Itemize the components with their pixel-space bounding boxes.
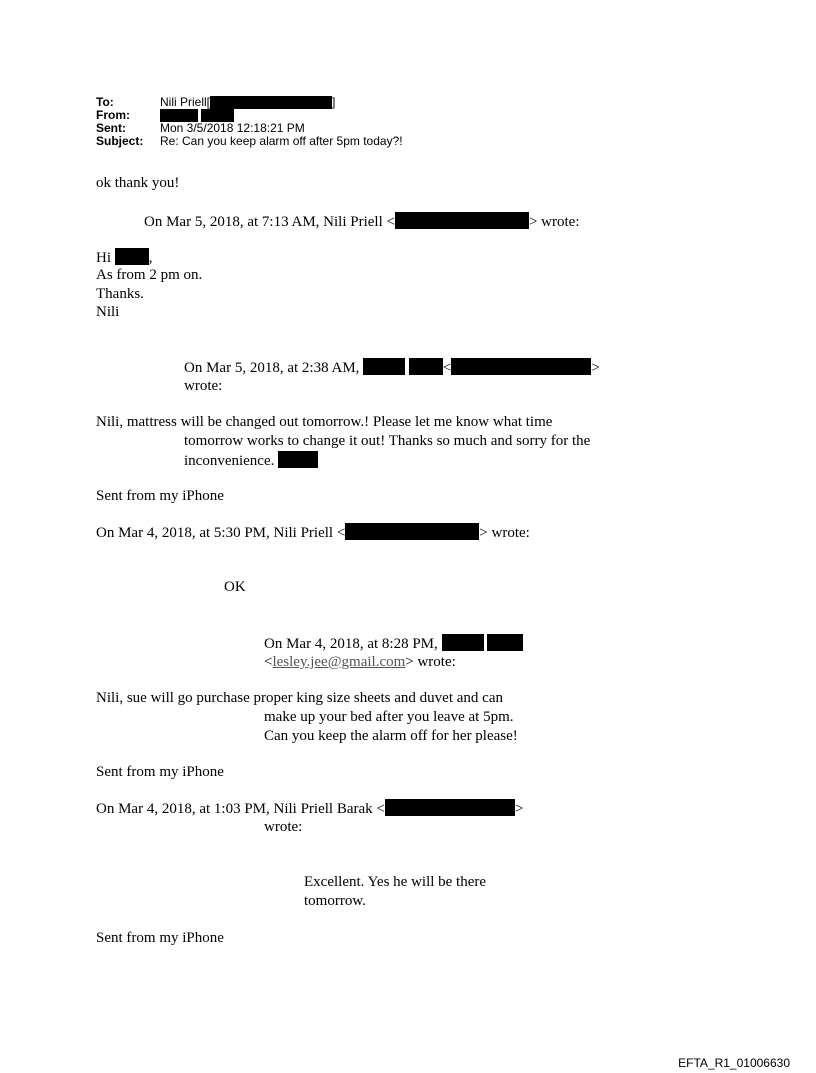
quote4-line: make up your bed after you leave at 5pm. <box>264 709 514 725</box>
to-name: Nili Priell[ <box>160 95 211 109</box>
quote1-attribution <box>144 212 579 232</box>
attribution-text: > wrote: <box>479 525 530 541</box>
redaction-bar <box>409 358 443 375</box>
redaction-bar <box>345 523 479 540</box>
quote5-line: tomorrow. <box>304 893 366 909</box>
redaction-bar <box>278 451 318 468</box>
quote4-attribution-email-line <box>264 653 456 672</box>
attribution-text: On Mar 4, 2018, at 1:03 PM, Nili Priell Barak < <box>96 801 385 817</box>
redaction-bar <box>210 96 332 109</box>
quote2-line <box>184 451 318 471</box>
quote1-greeting <box>96 248 153 268</box>
attribution-text: On Mar 4, 2018, at 5:30 PM, Nili Priell < <box>96 525 346 541</box>
quote2-signature: Sent from my iPhone <box>96 488 224 504</box>
quote5-attribution <box>96 799 523 819</box>
quote1-line: As from 2 pm on. <box>96 267 203 283</box>
from-label: From: <box>96 108 130 122</box>
quote5-line: Excellent. Yes he will be there <box>304 874 487 890</box>
attribution-gt: > <box>514 801 524 817</box>
attribution-lt: < <box>442 360 452 376</box>
quote3-attribution <box>96 523 530 543</box>
greeting-punct: , <box>148 250 153 266</box>
to-label: To: <box>96 95 114 109</box>
attribution-text: On Mar 5, 2018, at 2:38 AM, <box>184 360 360 376</box>
redaction-bar <box>451 358 591 375</box>
greeting-text: Hi <box>96 250 111 266</box>
quote2-line: tomorrow works to change it out! Thanks so much and sorry for the <box>184 433 591 449</box>
quote2-line: Nili, mattress will be changed out tomorrow.! Please let me know what time <box>96 414 553 430</box>
to-close: ] <box>332 95 336 109</box>
quote4-line: Can you keep the alarm off for her please! <box>264 728 518 744</box>
email-link[interactable]: lesley.jee@gmail.com <box>272 654 406 670</box>
reply-text: ok thank you! <box>96 175 180 191</box>
attribution-text: On Mar 4, 2018, at 8:28 PM, <box>264 636 438 652</box>
document-id: EFTA_R1_01006630 <box>678 1056 790 1070</box>
subject-label: Subject: <box>96 134 144 148</box>
redaction-bar <box>395 212 529 229</box>
sent-value: Mon 3/5/2018 12:18:21 PM <box>160 121 305 135</box>
sent-label: Sent: <box>96 121 126 135</box>
quote4-line: Nili, sue will go purchase proper king size sheets and duvet and can <box>96 690 503 706</box>
redaction-bar <box>487 634 523 651</box>
attribution-text: > wrote: <box>528 214 580 230</box>
quote2-line3-text: inconvenience. <box>184 453 275 469</box>
quote1-line: Thanks. <box>96 286 144 302</box>
quote2-wrote: wrote: <box>184 378 223 394</box>
quote3-text: OK <box>224 579 246 595</box>
attribution-lt: < <box>264 654 273 670</box>
quote5-signature: Sent from my iPhone <box>96 930 224 946</box>
redaction-bar <box>363 358 405 375</box>
quote2-attribution <box>184 358 600 378</box>
quote1-line: Nili <box>96 304 120 320</box>
redaction-bar <box>442 634 484 651</box>
redaction-bar <box>115 248 149 265</box>
quote5-wrote: wrote: <box>264 819 303 835</box>
quote4-signature: Sent from my iPhone <box>96 764 224 780</box>
to-value <box>160 96 335 109</box>
subject-value: Re: Can you keep alarm off after 5pm today?! <box>160 134 403 148</box>
redaction-bar <box>385 799 515 816</box>
attribution-text: On Mar 5, 2018, at 7:13 AM, Nili Priell < <box>144 214 395 230</box>
attribution-gt: > <box>591 360 600 376</box>
quote4-attribution <box>264 634 523 654</box>
attribution-text: > wrote: <box>405 654 456 670</box>
